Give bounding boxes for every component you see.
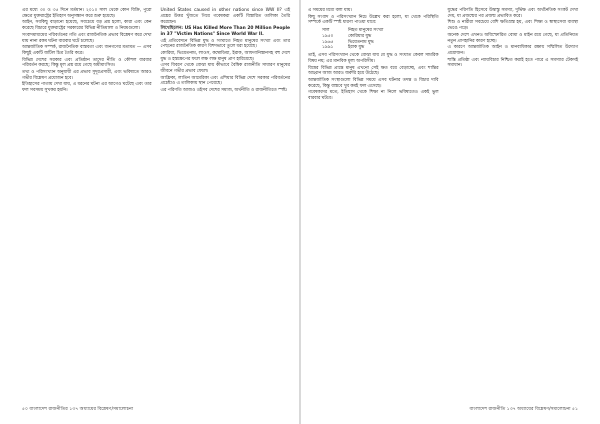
- paragraph: এই প্রতিবেদনে বিভিন্ন যুদ্ধ ও সংঘাতে নিহত মানুষের সংখ্যা এবং তার পেছনের রাজনৈতিক কারণ বিশদভাবে তুলে ধরা হয়েছে।: [160, 38, 290, 50]
- table-value: ইরাক যুদ্ধ: [348, 45, 365, 51]
- left-page-footer: ৫০ বাংলাদেশ রাজনীতির ১৩৭ অধ্যায়ের বিশ্লেষণ/সমালোচনা: [22, 407, 134, 412]
- table-row: [322, 45, 439, 51]
- right-column-1: [308, 8, 439, 103]
- paragraph: এর মধ্যে ৩০ ও ৩৫ দিনে মর্তমান। ২০১০ সাল থেকে কোন বিক্রি, পুরো ক্ষেত্রে যুক্তরাষ্ট্রের ইতিহাস অনুসন্ধান করে শুরু হয়েছে।: [22, 8, 152, 19]
- paragraph: কিছু সংবাদ ও পরিসংখ্যান নিচে উল্লেখ করা হলো, যা থেকে পরিস্থিতি সম্পর্কে একটি স্পষ্ট ধারণা পাওয়া যাবে:: [308, 14, 439, 26]
- right-page: [300, 0, 600, 424]
- paragraph: শান্তি প্রতিষ্ঠা এবং ন্যায়বিচার নিশ্চিত করাই হতে পারে এ সমস্যার টেকসই সমাধান।: [447, 57, 578, 69]
- data-table: [322, 28, 439, 51]
- right-column-2: [448, 8, 579, 103]
- paragraph: এসব বিবরণ থেকে বোঝা যায় কীভাবে বৈশ্বিক রাজনীতি সাধারণ মানুষের জীবনে গভীর প্রভাব ফেলে।: [160, 63, 290, 75]
- paragraph: সংবাদমাধ্যমের পরিবর্তনের গতি এবং রাজনৈতিক প্রভাব বিশ্লেষণ করে দেখা যায় নানা রকম ঘটনা বারবার ঘটে চলেছে।: [22, 32, 152, 44]
- paragraph: কোরিয়া, ভিয়েতনাম, লাওস, কম্বোডিয়া, ইরাক, আফগানিস্তানসহ বহু দেশে যুদ্ধ ও হস্তক্ষেপের ফলে লক্ষ লক্ষ মানুষ প্রাণ হারিয়েছে।: [160, 50, 290, 62]
- paragraph: এ সময়ের মধ্যে বলা যায়।: [308, 8, 352, 13]
- paragraph: এ কারণে আন্তর্জাতিক আইন ও মানবাধিকার রক্ষায় সম্মিলিত উদ্যোগ প্রয়োজন।: [447, 45, 578, 56]
- table-key: ১৯৯১: [322, 45, 334, 51]
- table-key: ১৯৬৫: [322, 39, 334, 45]
- paragraph: United States caused in other nations since WW II? এই প্রশ্নের উত্তর খুঁজতে গিয়ে গবেষকরা একটি বিস্তারিত তালিকা তৈরি করেছেন।: [160, 8, 290, 25]
- paragraph: শিশু ও নারীরা সবচেয়ে বেশি ক্ষতিগ্রস্ত হয়, এবং শিক্ষা ও স্বাস্থ্যসেবা ব্যবস্থা ভেঙে পড়ে।: [447, 20, 578, 32]
- paragraph: তাই, এসব পরিসংখ্যান থেকে বোঝা যায় যে যুদ্ধ ও সংঘাত কেবল সামরিক বিষয় নয়; এর মানবিক মূল্য অপরিসীম।: [308, 53, 439, 64]
- paragraph: আন্তর্জাতিক সম্পর্ক, রাজনৈতিক বাস্তবতা এবং জনগণের মতামত — এসব কিছুই একটি জটিল চিত্র তৈরি করে।: [22, 45, 152, 56]
- right-page-columns: [308, 8, 578, 103]
- paragraph: আন্তর্জাতিক সংস্থাগুলো বিভিন্ন সময়ে এসব ঘটনার তদন্ত ও বিচার দাবি করেছে, কিন্তু বাস্তবে খুব কমই ফল এসেছে।: [308, 77, 439, 89]
- paragraph: যুদ্ধের পরিণতি হিসেবে উদ্বাস্তু সমস্যা, দুর্ভিক্ষ এবং অর্থনৈতিক সংকট দেখা দেয়, যা প্রজন্মের পর প্রজন্ম প্রভাবিত করে।: [447, 8, 578, 19]
- paragraph: এর পরিণতি আজও ওইসব দেশের সমাজ, অর্থনীতি ও রাজনীতিতে স্পষ্ট।: [160, 88, 288, 94]
- paragraph: বিভিন্ন দেশের সরকার এবং প্রতিষ্ঠান তাদের নীতি ও কৌশল বারবার পরিবর্তন করছে; কিন্তু মূল প্রশ্ন রয়ে গেছে অমীমাংসিত।: [22, 57, 152, 69]
- table-key: সাল: [322, 28, 330, 34]
- left-column-2: [161, 8, 291, 95]
- paragraph: অনেক দেশে এখনও অবিস্ফোরিত বোমা ও মাইন রয়ে গেছে, যা প্রতিনিয়ত নতুন প্রাণহানির কারণ হচ্ছে।: [447, 32, 578, 44]
- quoted-title: লিখেছিলেন: US Has Killed More Than 20 Million People in 37 "Victim Nations" Since World War II.: [160, 26, 290, 37]
- table-value: নিহত মানুষের সংখ্যা: [348, 28, 384, 34]
- paragraph: আফ্রিকা, লাতিন আমেরিকা এবং এশিয়ার বিভিন্ন দেশে সরকার পরিবর্তনের প্রচেষ্টাও এ তালিকায় স্থান পেয়েছে।: [160, 75, 290, 87]
- paragraph: ইতিহাসের পাতায় দেখা যায়, এ ধরনের ঘটনা এর আগেও ঘটেছে এবং তার ফল সবসময় সুখকর হয়নি।: [22, 82, 152, 94]
- right-page-footer: বাংলাদেশ রাজনীতি ১৩৭ অধ্যায়ের বিশ্লেষণ/সমালোচনা ৫১: [469, 407, 578, 412]
- left-column-1: [22, 8, 152, 95]
- paragraph: তথ্য ও পরিসংখ্যান অনুযায়ী এর প্রভাব সুদূরপ্রসারী, এবং ভবিষ্যতে আরও গভীর বিশ্লেষণ প্রয়োজন হবে।: [22, 69, 152, 81]
- left-page-columns: [22, 8, 290, 95]
- table-value: ভিয়েতনাম যুদ্ধ: [348, 39, 374, 45]
- paragraph: বিশ্বের বিভিন্ন প্রান্তে মানুষ এখনো সেই ক্ষত বয়ে বেড়াচ্ছে, এবং শান্তির আহ্বান আজ আরও জরুরি হয়ে উঠেছে।: [308, 65, 439, 77]
- table-value: কোরিয়ার যুদ্ধ: [348, 33, 372, 39]
- table-key: ১৯৫০: [322, 33, 334, 39]
- paragraph: গবেষকদের মতে, ইতিহাস থেকে শিক্ষা না নিলে ভবিষ্যতেও একই ভুল বারবার ঘটবে।: [308, 90, 439, 102]
- paragraph: আইন, সবকিছু বাড়ানো হয়েছে, সবচেয়ে বড় প্রশ্ন হলো, কারা এবং কেন করেছে বিচারে যুক্তরাষ্ট্রের সরকারের বিভিন্ন নীতিমালা ও নিয়মগুলো।: [22, 20, 152, 32]
